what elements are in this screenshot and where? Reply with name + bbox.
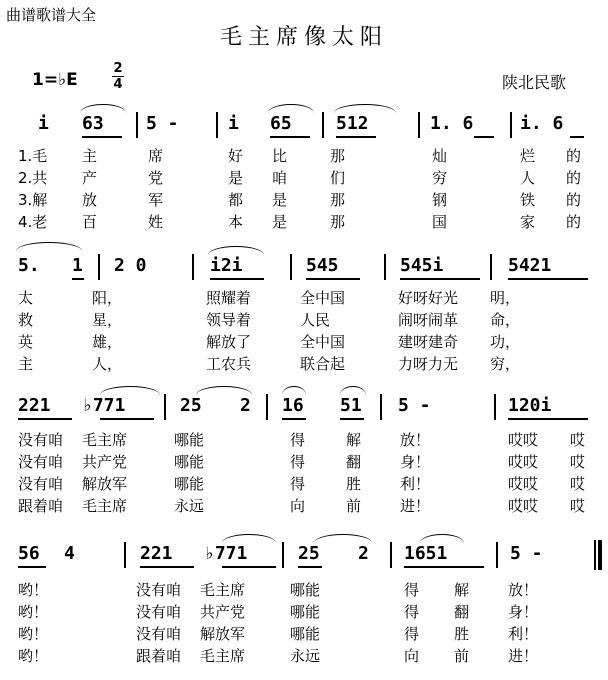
- lyric-word: 领导着: [206, 311, 252, 329]
- lyric-word: 人民: [300, 311, 331, 329]
- lyric-word: 全中国: [300, 289, 346, 307]
- lyric-word: 没有咱: [136, 581, 182, 599]
- lyric-word: 1.毛: [18, 147, 48, 165]
- lyric-word: 放！: [400, 431, 431, 449]
- lyric-word: 解: [454, 581, 470, 599]
- lyric-word: 得: [290, 453, 306, 471]
- note: 545i: [400, 255, 444, 276]
- lyric-word: 命，: [490, 311, 521, 329]
- lyric-word: 钢: [432, 191, 448, 209]
- lyric-line-1-4: [0, 212, 608, 232]
- lyric-word: 功，: [490, 333, 521, 351]
- lyric-line-1-1: [0, 146, 608, 166]
- note: 2: [358, 543, 369, 564]
- lyric-word: 解放军: [200, 625, 246, 643]
- lyric-word: 是: [272, 191, 288, 209]
- lyric-word: 胜: [454, 625, 470, 643]
- meter-top: 2: [113, 61, 123, 76]
- lyric-word: 跟着咱: [18, 497, 64, 515]
- note: 512: [336, 113, 369, 134]
- lyric-word: 哎哎: [508, 431, 539, 449]
- note: 51: [340, 395, 362, 416]
- lyric-word: 得: [404, 625, 420, 643]
- note: 221: [18, 395, 51, 416]
- lyric-word: 得: [290, 431, 306, 449]
- note: 2 0: [114, 255, 147, 276]
- lyric-word: 好: [228, 147, 244, 165]
- lyric-line-2-1: [0, 288, 608, 308]
- lyric-word: 放: [82, 191, 98, 209]
- note: 63: [82, 113, 104, 134]
- note: 1651: [404, 543, 448, 564]
- lyric-line-2-4: [0, 354, 608, 374]
- lyric-word: 军: [148, 191, 164, 209]
- lyric-word: 身！: [400, 453, 431, 471]
- lyric-word: 哟！: [18, 581, 49, 599]
- lyric-word: 明，: [490, 289, 521, 307]
- lyric-word: 向: [404, 647, 420, 665]
- lyric-word: 好呀好光: [398, 289, 459, 307]
- lyric-word: 哟！: [18, 625, 49, 643]
- lyric-word: 得: [290, 475, 306, 493]
- lyric-word: 都: [228, 191, 244, 209]
- lyric-line-1-2: [0, 168, 608, 188]
- lyric-word: 的: [566, 147, 582, 165]
- lyric-word: 建呀建奇: [398, 333, 459, 351]
- lyric-word: 比: [272, 147, 288, 165]
- lyric-word: 4.老: [18, 213, 48, 231]
- lyric-word: 雄，: [92, 333, 123, 351]
- lyric-line-4-2: [0, 602, 608, 622]
- note: 25: [180, 395, 202, 416]
- lyric-word: 姓: [148, 213, 164, 231]
- lyric-line-3-1: [0, 430, 608, 450]
- lyric-word: 闹呀闹革: [398, 311, 459, 329]
- lyric-word: 全中国: [300, 333, 346, 351]
- note: 65: [270, 113, 292, 134]
- lyric-word: 咱: [272, 169, 288, 187]
- music-row-1: [0, 112, 608, 136]
- lyric-word: 主: [82, 147, 98, 165]
- lyric-word: 的: [566, 213, 582, 231]
- lyric-word: 翻: [346, 453, 362, 471]
- lyric-word: 人，: [92, 355, 123, 373]
- note: 5 -: [510, 543, 543, 564]
- lyric-word: 没有咱: [18, 453, 64, 471]
- lyric-word: 共产党: [82, 453, 128, 471]
- lyric-word: 翻: [454, 603, 470, 621]
- lyric-word: 前: [346, 497, 362, 515]
- lyric-word: 救: [18, 311, 34, 329]
- music-row-3: [0, 394, 608, 418]
- lyric-line-3-2: [0, 452, 608, 472]
- note: 2: [240, 395, 251, 416]
- lyric-word: 解放了: [206, 333, 252, 351]
- lyric-word: 席: [148, 147, 164, 165]
- note: 16: [282, 395, 304, 416]
- lyric-word: 胜: [346, 475, 362, 493]
- lyric-word: 是: [272, 213, 288, 231]
- lyric-word: 太: [18, 289, 34, 307]
- song-origin: 陕北民歌: [502, 73, 567, 92]
- lyric-word: 联合起: [300, 355, 346, 373]
- lyric-word: 毛主席: [200, 581, 246, 599]
- note: 5.: [18, 255, 40, 276]
- lyric-line-4-1: [0, 580, 608, 600]
- time-signature: [112, 62, 124, 91]
- lyric-word: 利！: [400, 475, 431, 493]
- meter-bottom: 4: [113, 77, 123, 92]
- lyric-word: 哎: [570, 431, 586, 449]
- lyric-line-4-4: [0, 646, 608, 666]
- lyric-line-1-3: [0, 190, 608, 210]
- song-title: 毛主席像太阳: [219, 25, 388, 50]
- lyric-word: 家: [520, 213, 536, 231]
- lyric-word: 那: [330, 213, 346, 231]
- lyric-word: 哪能: [290, 581, 321, 599]
- lyric-word: 身！: [508, 603, 539, 621]
- lyric-word: 放！: [508, 581, 539, 599]
- music-row-4: [0, 542, 608, 566]
- lyric-word: 哎哎: [508, 453, 539, 471]
- note: 5421: [508, 255, 552, 276]
- site-watermark: 曲谱歌谱大全: [6, 6, 97, 24]
- lyric-word: 穷，: [490, 355, 521, 373]
- lyric-word: 星，: [92, 311, 123, 329]
- lyric-word: 毛主席: [200, 647, 246, 665]
- lyric-word: 穷: [432, 169, 448, 187]
- lyric-word: 国: [432, 213, 448, 231]
- lyric-word: 共产党: [200, 603, 246, 621]
- lyric-word: 没有咱: [136, 625, 182, 643]
- lyric-line-2-2: [0, 310, 608, 330]
- lyric-word: 毛主席: [82, 431, 128, 449]
- lyric-word: 向: [290, 497, 306, 515]
- lyric-word: 解: [346, 431, 362, 449]
- lyric-word: 们: [330, 169, 346, 187]
- lyric-word: 没有咱: [18, 475, 64, 493]
- lyric-word: 党: [148, 169, 164, 187]
- lyric-line-2-3: [0, 332, 608, 352]
- lyric-word: 前: [454, 647, 470, 665]
- lyric-word: 哎: [570, 475, 586, 493]
- lyric-word: 解放军: [82, 475, 128, 493]
- lyric-word: 的: [566, 169, 582, 187]
- lyric-word: 主: [18, 355, 34, 373]
- lyric-word: 哎: [570, 453, 586, 471]
- lyric-word: 力呀力无: [398, 355, 459, 373]
- lyric-word: 没有咱: [18, 431, 64, 449]
- lyric-word: 产: [82, 169, 98, 187]
- lyric-word: 永远: [174, 497, 205, 515]
- lyric-word: 永远: [290, 647, 321, 665]
- lyric-word: 铁: [520, 191, 536, 209]
- lyric-word: 哪能: [174, 431, 205, 449]
- note: i: [228, 113, 239, 134]
- lyric-word: 哎哎: [508, 497, 539, 515]
- lyric-word: 哪能: [174, 453, 205, 471]
- lyric-word: 得: [404, 581, 420, 599]
- lyric-word: 那: [330, 191, 346, 209]
- lyric-word: 没有咱: [136, 603, 182, 621]
- lyric-word: 烂: [520, 147, 536, 165]
- lyric-word: 阳，: [92, 289, 123, 307]
- note: 545: [306, 255, 339, 276]
- note: ♭771: [204, 543, 248, 564]
- note: 221: [140, 543, 173, 564]
- lyric-word: 哪能: [174, 475, 205, 493]
- music-row-2: [0, 254, 608, 278]
- lyric-word: 人: [520, 169, 536, 187]
- note: ♭771: [82, 395, 126, 416]
- lyric-word: 哟！: [18, 647, 49, 665]
- note: 4: [64, 543, 75, 564]
- lyric-word: 百: [82, 213, 98, 231]
- lyric-word: 2.共: [18, 169, 48, 187]
- lyric-word: 得: [404, 603, 420, 621]
- note: 1. 6: [430, 113, 474, 134]
- lyric-word: 哎哎: [508, 475, 539, 493]
- lyric-word: 哟！: [18, 603, 49, 621]
- lyric-word: 工农兵: [206, 355, 252, 373]
- lyric-line-3-3: [0, 474, 608, 494]
- lyric-word: 毛主席: [82, 497, 128, 515]
- lyric-word: 本: [228, 213, 244, 231]
- lyric-word: 的: [566, 191, 582, 209]
- lyric-line-4-3: [0, 624, 608, 644]
- note: i. 6: [520, 113, 564, 134]
- lyric-word: 哎: [570, 497, 586, 515]
- note: 120i: [508, 395, 552, 416]
- lyric-word: 英: [18, 333, 34, 351]
- lyric-word: 跟着咱: [136, 647, 182, 665]
- lyric-word: 是: [228, 169, 244, 187]
- note: i2i: [210, 255, 243, 276]
- lyric-word: 进！: [400, 497, 431, 515]
- lyric-word: 灿: [432, 147, 448, 165]
- lyric-word: 哪能: [290, 603, 321, 621]
- note: 1: [72, 255, 83, 276]
- lyric-word: 利！: [508, 625, 539, 643]
- note: 5 -: [398, 395, 431, 416]
- note: 56: [18, 543, 40, 564]
- lyric-word: 哪能: [290, 625, 321, 643]
- note: 5 -: [146, 113, 179, 134]
- lyric-word: 那: [330, 147, 346, 165]
- lyric-line-3-4: [0, 496, 608, 516]
- lyric-word: 3.解: [18, 191, 48, 209]
- note: 25: [298, 543, 320, 564]
- lyric-word: 照耀着: [206, 289, 252, 307]
- lyric-word: 进！: [508, 647, 539, 665]
- note: i: [38, 113, 49, 134]
- key-signature: 1=♭E: [32, 70, 78, 90]
